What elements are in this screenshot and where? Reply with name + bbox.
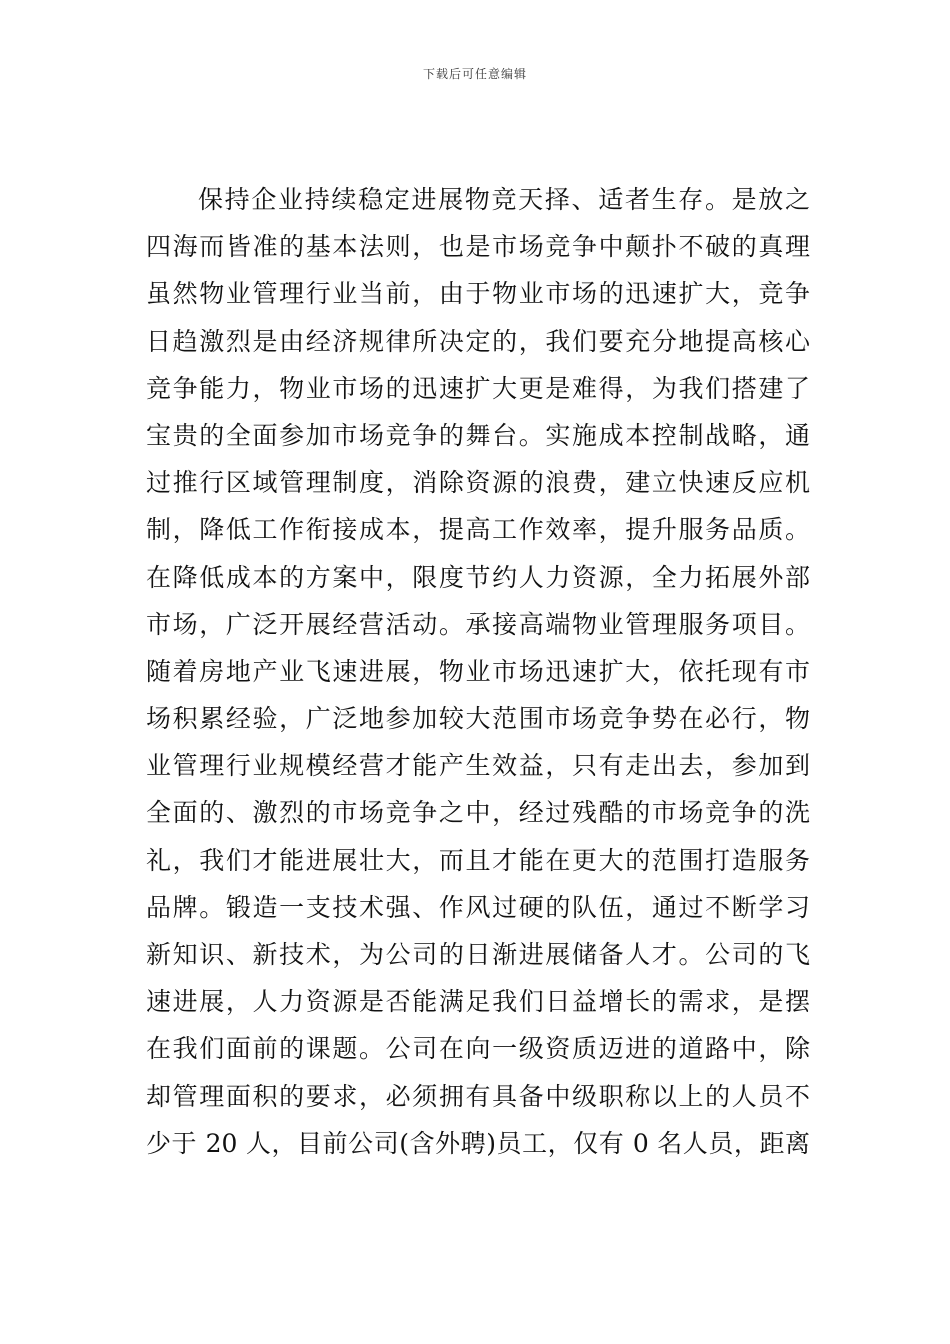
text-line: 少于 20 人，目前公司(含外聘)员工，仅有 0 名人员，距离 xyxy=(146,1128,810,1158)
text-line: 竞争能力，物业市场的迅速扩大更是难得，为我们搭建了 xyxy=(146,373,810,403)
text-line: 市场，广泛开展经营活动。承接高端物业管理服务项目。 xyxy=(146,609,810,639)
text-line: 制，降低工作衔接成本，提高工作效率，提升服务品质。 xyxy=(146,515,810,545)
text-line: 过推行区域管理制度，消除资源的浪费，建立快速反应机 xyxy=(146,468,810,498)
text-line: 宝贵的全面参加市场竞争的舞台。实施成本控制战略，通 xyxy=(146,420,810,450)
text-line: 场积累经验，广泛地参加较大范围市场竞争势在必行，物 xyxy=(146,704,810,734)
text-line: 在降低成本的方案中，限度节约人力资源，全力拓展外部 xyxy=(146,562,810,592)
text-line: 日趋激烈是由经济规律所决定的，我们要充分地提高核心 xyxy=(146,326,810,356)
document-body xyxy=(146,176,810,1167)
text-line: 保持企业持续稳定进展物竞天择、适者生存。是放之 xyxy=(198,185,810,214)
text-line: 品牌。锻造一支技术强、作风过硬的队伍，通过不断学习 xyxy=(146,892,810,922)
text-line: 新知识、新技术，为公司的日渐进展储备人才。公司的飞 xyxy=(146,940,810,969)
text-line: 四海而皆准的基本法则，也是市场竞争中颠扑不破的真理 xyxy=(146,232,810,262)
text-line: 全面的、激烈的市场竞争之中，经过残酷的市场竞争的洗 xyxy=(146,798,810,828)
text-line: 却管理面积的要求，必须拥有具备中级职称以上的人员不 xyxy=(146,1081,810,1111)
text-line: 随着房地产业飞速进展，物业市场迅速扩大，依托现有市 xyxy=(146,656,810,686)
page-header-note: 下载后可任意编辑 xyxy=(422,67,527,81)
text-line: 业管理行业规模经营才能产生效益，只有走出去，参加到 xyxy=(146,751,810,781)
text-line: 礼，我们才能进展壮大，而且才能在更大的范围打造服务 xyxy=(146,845,810,875)
text-line: 虽然物业管理行业当前，由于物业市场的迅速扩大，竞争 xyxy=(146,279,810,309)
text-line: 速进展，人力资源是否能满足我们日益增长的需求，是摆 xyxy=(146,987,810,1017)
text-line: 在我们面前的课题。公司在向一级资质迈进的道路中，除 xyxy=(146,1034,810,1064)
